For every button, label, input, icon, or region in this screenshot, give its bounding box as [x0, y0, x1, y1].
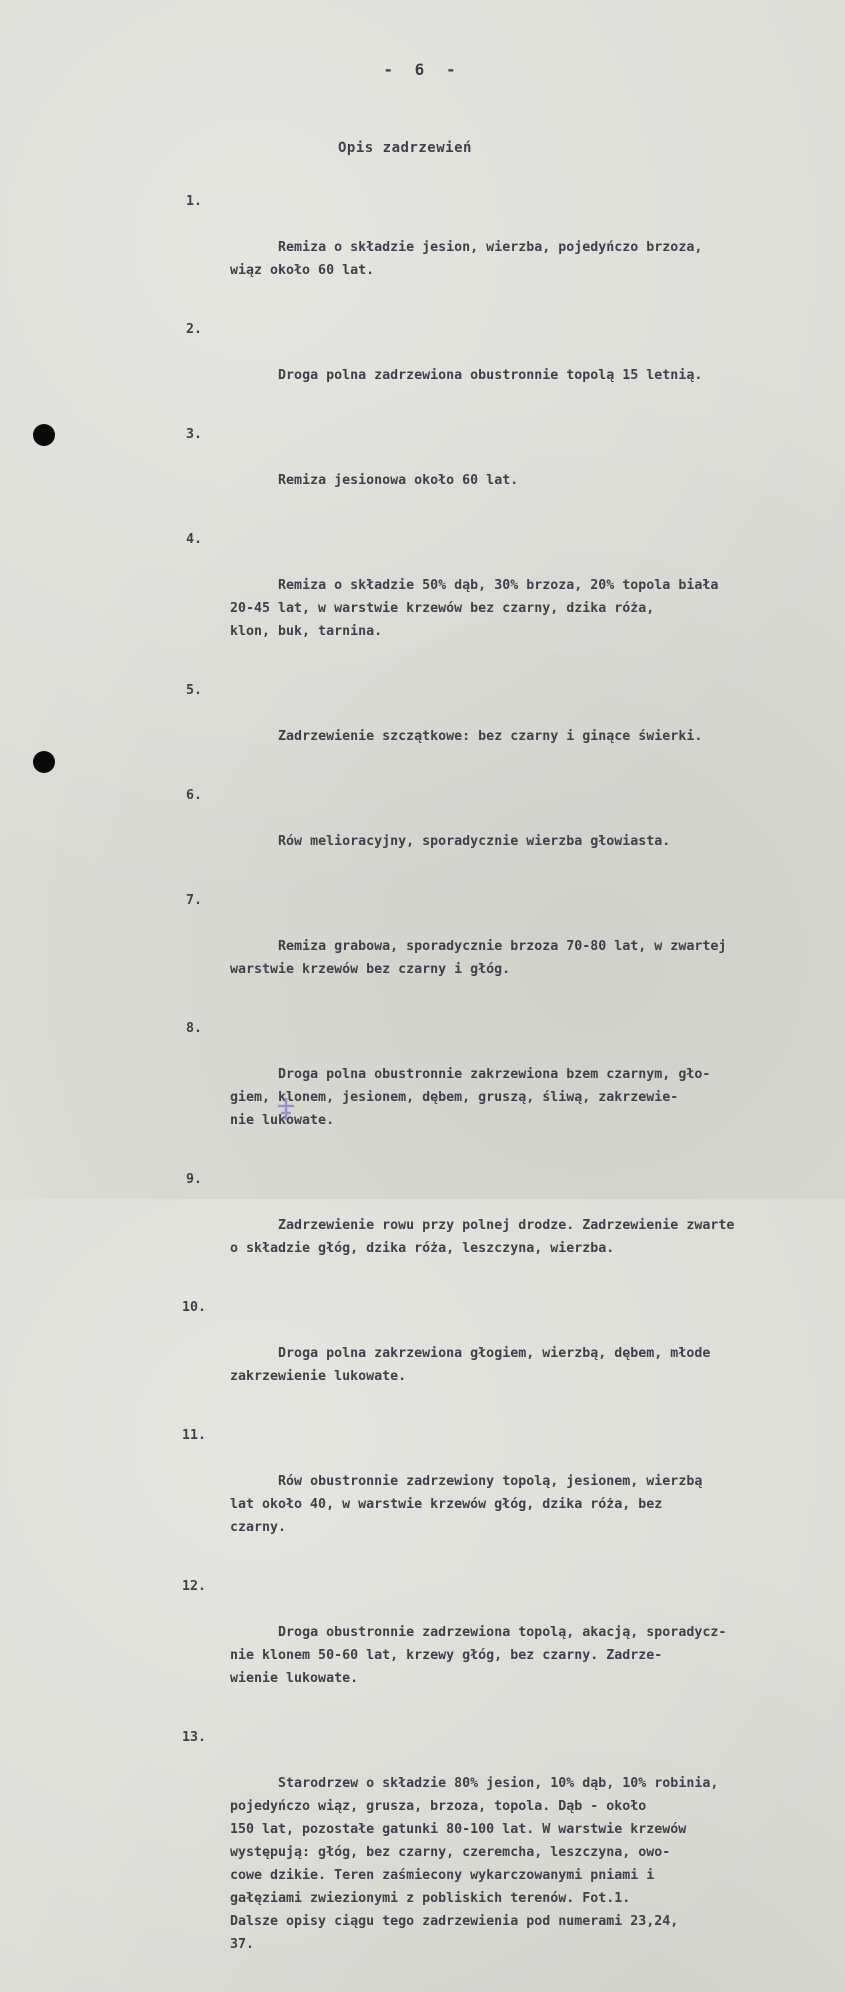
item-number: 2. — [186, 322, 203, 337]
section-heading: Opis zadrzewień — [338, 140, 472, 156]
list-item — [182, 1424, 826, 1562]
list-item — [182, 1575, 826, 1713]
list-item — [186, 1168, 826, 1283]
list-item — [186, 528, 826, 666]
list-item — [186, 679, 826, 771]
list-item — [186, 1017, 826, 1155]
item-number: 11. — [182, 1428, 207, 1443]
item-number: 9. — [186, 1172, 203, 1187]
item-number: 3. — [186, 427, 203, 442]
item-text: Zadrzewienie szczątkowe: bez czarny i ginące świerki. — [278, 729, 703, 744]
list-item — [182, 1296, 826, 1411]
list-item — [186, 423, 826, 515]
item-number: 7. — [186, 893, 203, 908]
item-text: Droga polna zadrzewiona obustronnie topolą 15 letnią. — [278, 368, 703, 383]
item-text: Remiza o składzie 50% dąb, 30% brzoza, 20% topola biała 20-45 lat, w warstwie krzewów bez czarny, dzika róża, klon, buk, tarnina. — [230, 578, 719, 639]
list-item — [186, 190, 826, 305]
item-number: 8. — [186, 1021, 203, 1036]
item-number: 6. — [186, 788, 203, 803]
item-text: Starodrzew o składzie 80% jesion, 10% dąb, 10% robinia, pojedyńczo wiąz, grusza, brzoza, topola. Dąb - około 150 lat, pozostałe gatunki 80-100 lat. W warstwie krzewów występują: głóg, bez czarny, czeremcha, leszczyna, owo- cowe dzikie. Teren zaśmiecony wykarczowanymi pniami i gałęziami zwiezionymi z pobliskich terenów. Fot.1. Dalsze opisy ciągu tego zadrzewienia pod numerami 23,24, 37. — [230, 1776, 719, 1952]
item-text: Droga obustronnie zadrzewiona topolą, akacją, sporadycz- nie klonem 50-60 lat, krzewy głóg, bez czarny. Zadrze- wienie lukowate. — [230, 1625, 727, 1686]
punch-hole-top — [33, 424, 55, 446]
tree-description-list — [182, 190, 826, 1992]
item-text: Remiza grabowa, sporadycznie brzoza 70-80 lat, w zwartej warstwie krzewów bez czarny i głóg. — [230, 939, 727, 977]
list-item — [186, 784, 826, 876]
item-text: Droga polna zakrzewiona głogiem, wierzbą, dębem, młode zakrzewienie lukowate. — [230, 1346, 711, 1384]
cross-stamp-icon — [275, 1096, 297, 1122]
item-number: 10. — [182, 1300, 207, 1315]
item-text: Remiza jesionowa około 60 lat. — [278, 473, 519, 488]
item-number: 4. — [186, 532, 203, 547]
item-text: Zadrzewienie rowu przy polnej drodze. Zadrzewienie zwarte o składzie głóg, dzika róża, leszczyna, wierzba. — [230, 1218, 735, 1256]
page-number: - 6 - — [383, 60, 462, 79]
item-number: 1. — [186, 194, 203, 209]
item-number: 12. — [182, 1579, 207, 1594]
list-item — [186, 318, 826, 410]
item-text: Rów melioracyjny, sporadycznie wierzba głowiasta. — [278, 834, 671, 849]
item-text: Rów obustronnie zadrzewiony topolą, jesionem, wierzbą lat około 40, w warstwie krzewów głóg, dzika róża, bez czarny. — [230, 1474, 703, 1535]
list-item — [186, 889, 826, 1004]
item-number: 13. — [182, 1730, 207, 1745]
list-item — [182, 1726, 826, 1979]
item-number: 5. — [186, 683, 203, 698]
punch-hole-bottom — [33, 751, 55, 773]
item-text: Droga polna obustronnie zakrzewiona bzem czarnym, gło- giem, klonem, jesionem, dębem, gruszą, śliwą, zakrzewie- nie lukowate. — [230, 1067, 711, 1128]
item-text: Remiza o składzie jesion, wierzba, pojedyńczo brzoza, wiąz około 60 lat. — [230, 240, 703, 278]
